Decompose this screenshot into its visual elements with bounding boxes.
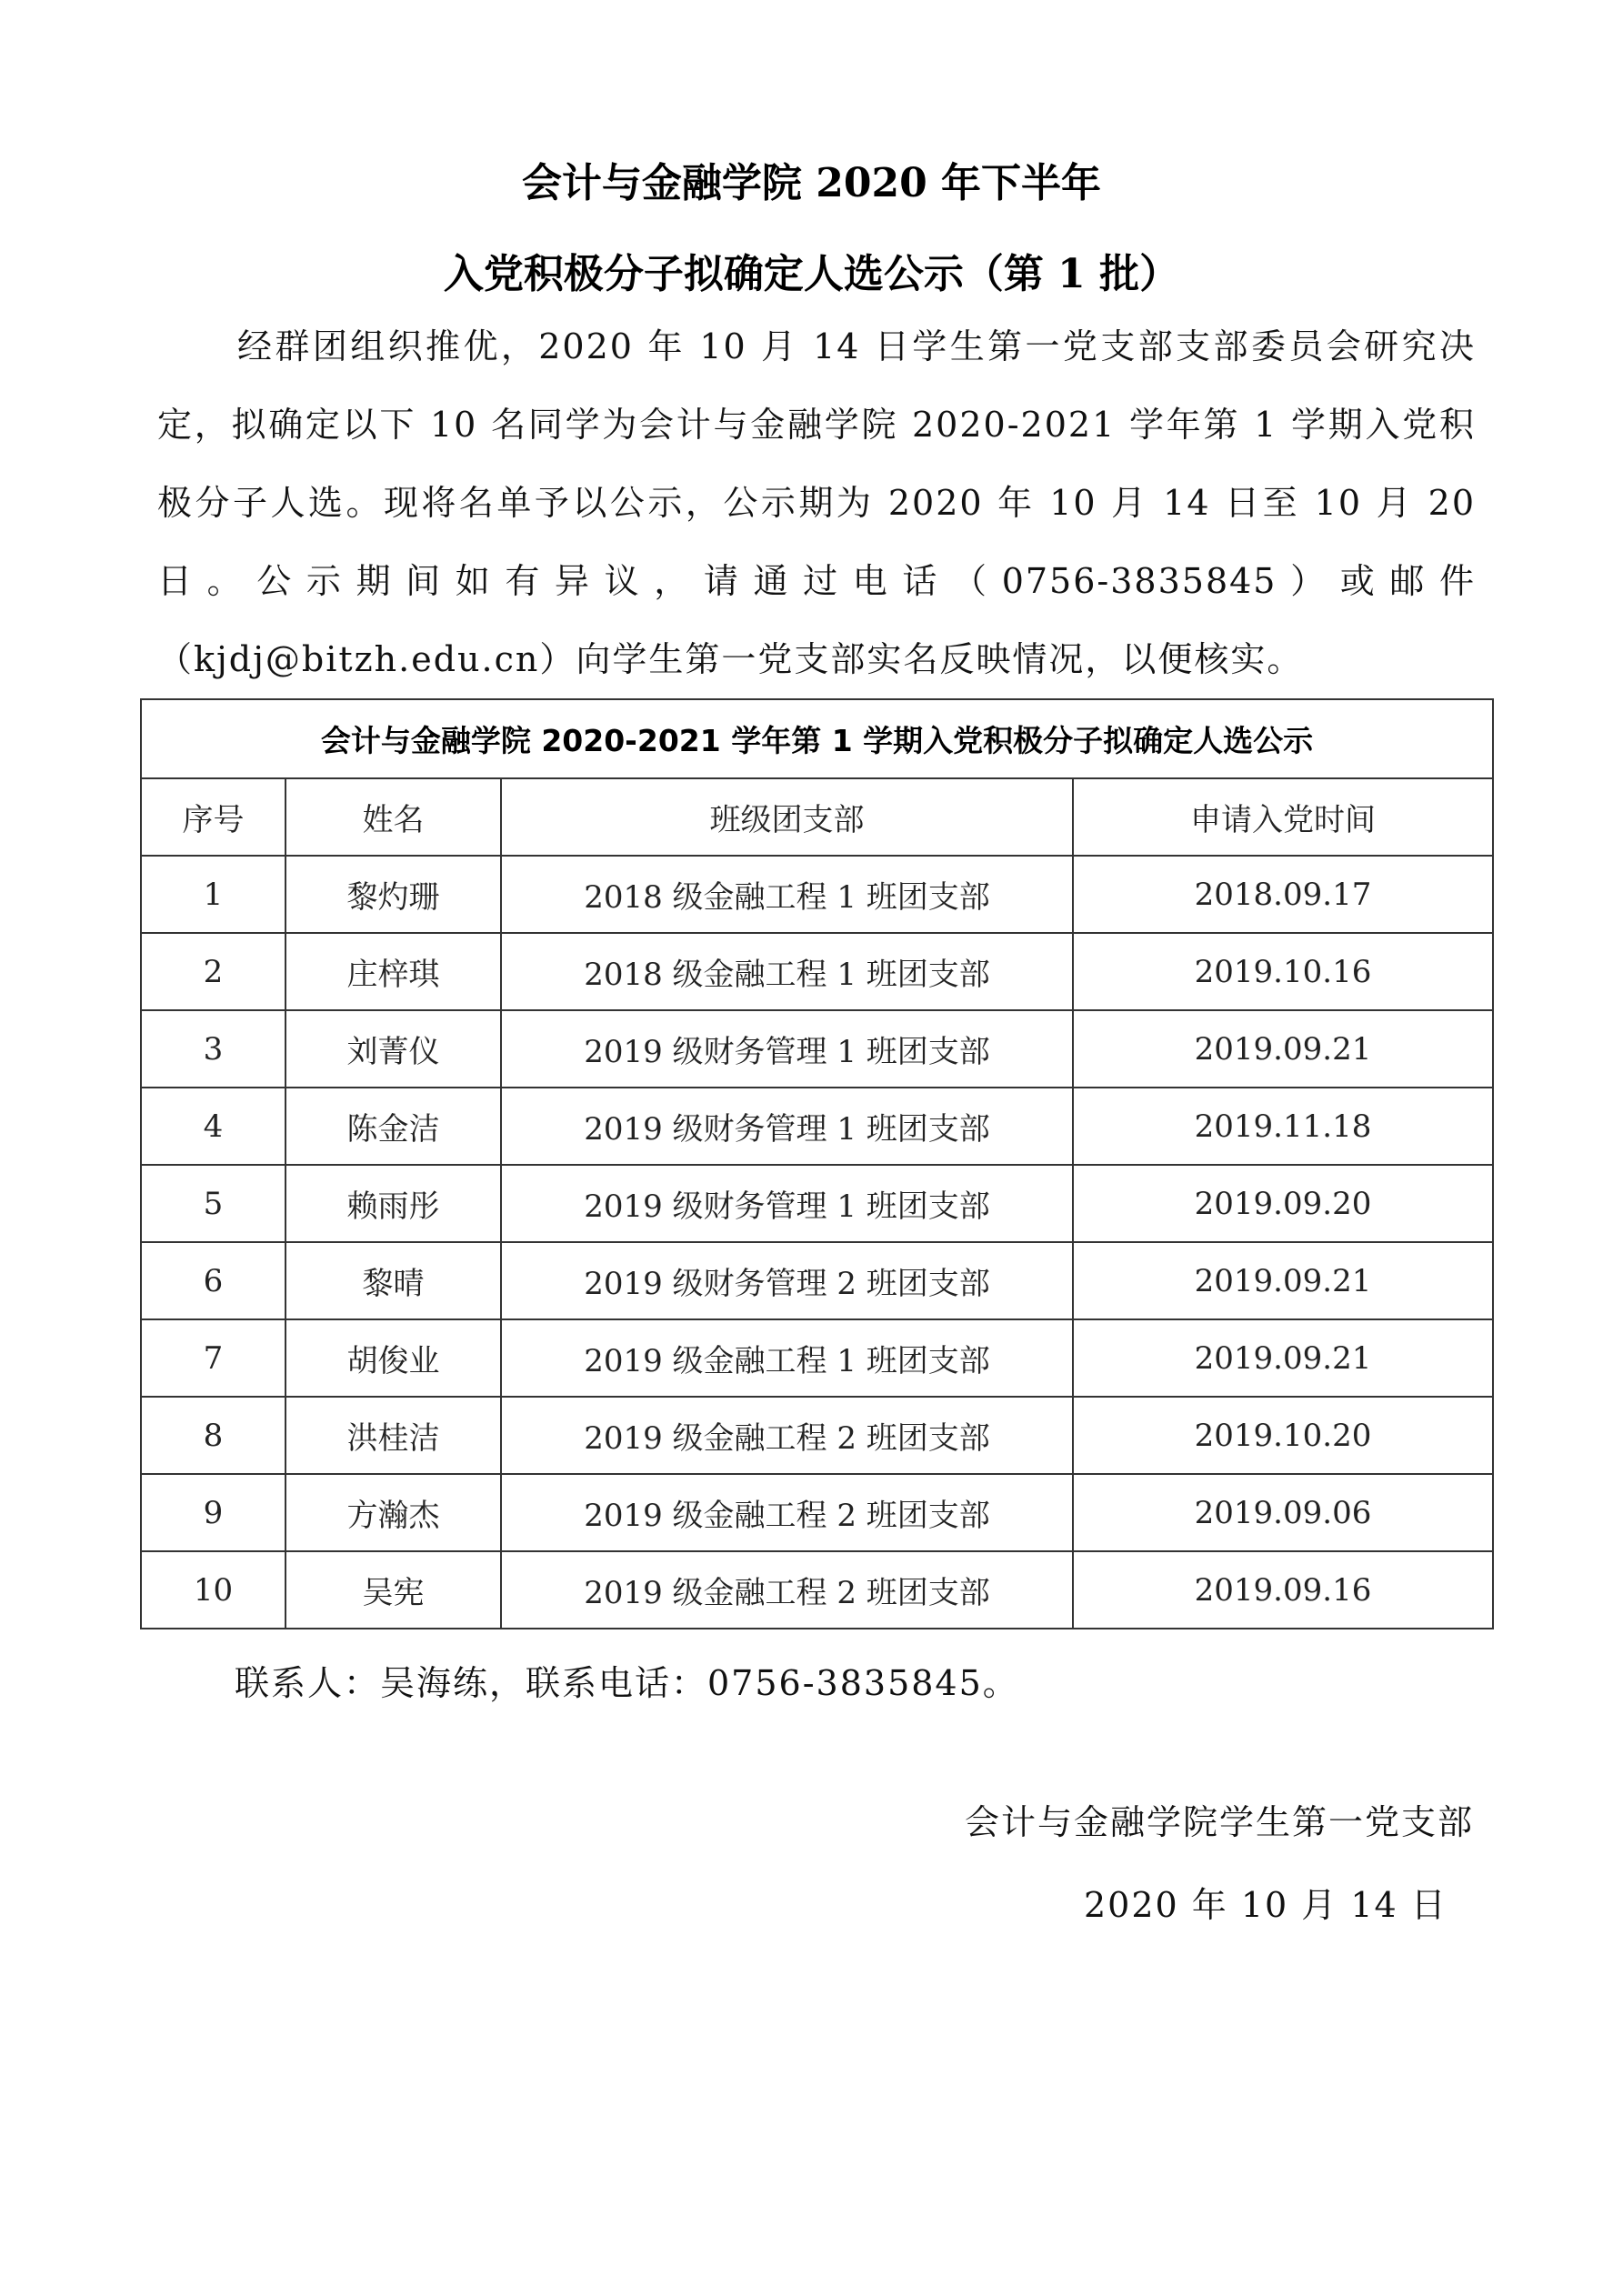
cell-apply-date: 2019.10.20 <box>1073 1397 1493 1474</box>
cell-index: 7 <box>141 1319 286 1397</box>
cell-name: 黎晴 <box>286 1242 501 1319</box>
cell-apply-date: 2019.09.06 <box>1073 1474 1493 1551</box>
cell-index: 4 <box>141 1088 286 1165</box>
cell-name: 胡俊业 <box>286 1319 501 1397</box>
cell-index: 10 <box>141 1551 286 1629</box>
cell-apply-date: 2019.09.16 <box>1073 1551 1493 1629</box>
cell-index: 5 <box>141 1165 286 1242</box>
cell-index: 6 <box>141 1242 286 1319</box>
table-row <box>141 1165 1493 1242</box>
cell-name: 吴宪 <box>286 1551 501 1629</box>
table-caption: 会计与金融学院 2020-2021 学年第 1 学期入党积极分子拟确定人选公示 <box>141 699 1493 778</box>
header-apply-date: 申请入党时间 <box>1073 778 1493 856</box>
cell-index: 2 <box>141 933 286 1010</box>
cell-index: 3 <box>141 1010 286 1088</box>
header-index: 序号 <box>141 778 286 856</box>
header-name: 姓名 <box>286 778 501 856</box>
cell-name: 庄梓琪 <box>286 933 501 1010</box>
signature-date: 2020 年 10 月 14 日 <box>1084 1885 1448 1925</box>
document-title-line-1: 会计与金融学院 2020 年下半年 <box>521 160 1102 206</box>
cell-apply-date: 2019.09.21 <box>1073 1242 1493 1319</box>
candidates-table <box>140 698 1494 1629</box>
table-header-row <box>141 778 1493 856</box>
cell-branch: 2019 级财务管理 1 班团支部 <box>501 1088 1073 1165</box>
cell-branch: 2019 级财务管理 2 班团支部 <box>501 1242 1073 1319</box>
cell-name: 赖雨彤 <box>286 1165 501 1242</box>
cell-name: 黎灼珊 <box>286 856 501 933</box>
cell-index: 9 <box>141 1474 286 1551</box>
notice-body-paragraph: 经群团组织推优，2020 年 10 月 14 日学生第一党支部支部委员会研究决定，拟确定以下 10 名同学为会计与金融学院 2020-2021 学年第 1 学期入党积极分子人选。现将名单予以公示，公示期为 2020 年 10 月 14 日至 10 月 20 日。公示期间如有异议，请通过电话（0756-3835845）或邮件（kjdj@bitzh.edu.cn）向学生第一党支部实名反映情况，以便核实。 <box>157 326 1476 679</box>
cell-apply-date: 2018.09.17 <box>1073 856 1493 933</box>
cell-branch: 2019 级金融工程 2 班团支部 <box>501 1474 1073 1551</box>
cell-apply-date: 2019.11.18 <box>1073 1088 1493 1165</box>
cell-name: 方瀚杰 <box>286 1474 501 1551</box>
document-title-line-2: 入党积极分子拟确定人选公示（第 1 批） <box>443 251 1180 297</box>
table-row <box>141 1010 1493 1088</box>
table-row <box>141 1319 1493 1397</box>
table-row <box>141 1242 1493 1319</box>
table-row <box>141 1397 1493 1474</box>
cell-index: 1 <box>141 856 286 933</box>
cell-apply-date: 2019.09.21 <box>1073 1010 1493 1088</box>
cell-apply-date: 2019.10.16 <box>1073 933 1493 1010</box>
cell-name: 陈金洁 <box>286 1088 501 1165</box>
cell-branch: 2018 级金融工程 1 班团支部 <box>501 933 1073 1010</box>
cell-branch: 2019 级金融工程 1 班团支部 <box>501 1319 1073 1397</box>
cell-apply-date: 2019.09.21 <box>1073 1319 1493 1397</box>
cell-branch: 2019 级财务管理 1 班团支部 <box>501 1165 1073 1242</box>
signature-organization: 会计与金融学院学生第一党支部 <box>964 1802 1474 1842</box>
cell-index: 8 <box>141 1397 286 1474</box>
cell-name: 洪桂洁 <box>286 1397 501 1474</box>
cell-branch: 2019 级金融工程 2 班团支部 <box>501 1551 1073 1629</box>
contact-info: 联系人：吴海练，联系电话：0756-3835845。 <box>235 1663 1019 1703</box>
cell-name: 刘菁仪 <box>286 1010 501 1088</box>
table-row <box>141 1474 1493 1551</box>
cell-apply-date: 2019.09.20 <box>1073 1165 1493 1242</box>
table-row <box>141 856 1493 933</box>
table-caption-row <box>141 699 1493 778</box>
cell-branch: 2018 级金融工程 1 班团支部 <box>501 856 1073 933</box>
table-row <box>141 1088 1493 1165</box>
header-branch: 班级团支部 <box>501 778 1073 856</box>
cell-branch: 2019 级财务管理 1 班团支部 <box>501 1010 1073 1088</box>
table-row <box>141 933 1493 1010</box>
table-row <box>141 1551 1493 1629</box>
cell-branch: 2019 级金融工程 2 班团支部 <box>501 1397 1073 1474</box>
